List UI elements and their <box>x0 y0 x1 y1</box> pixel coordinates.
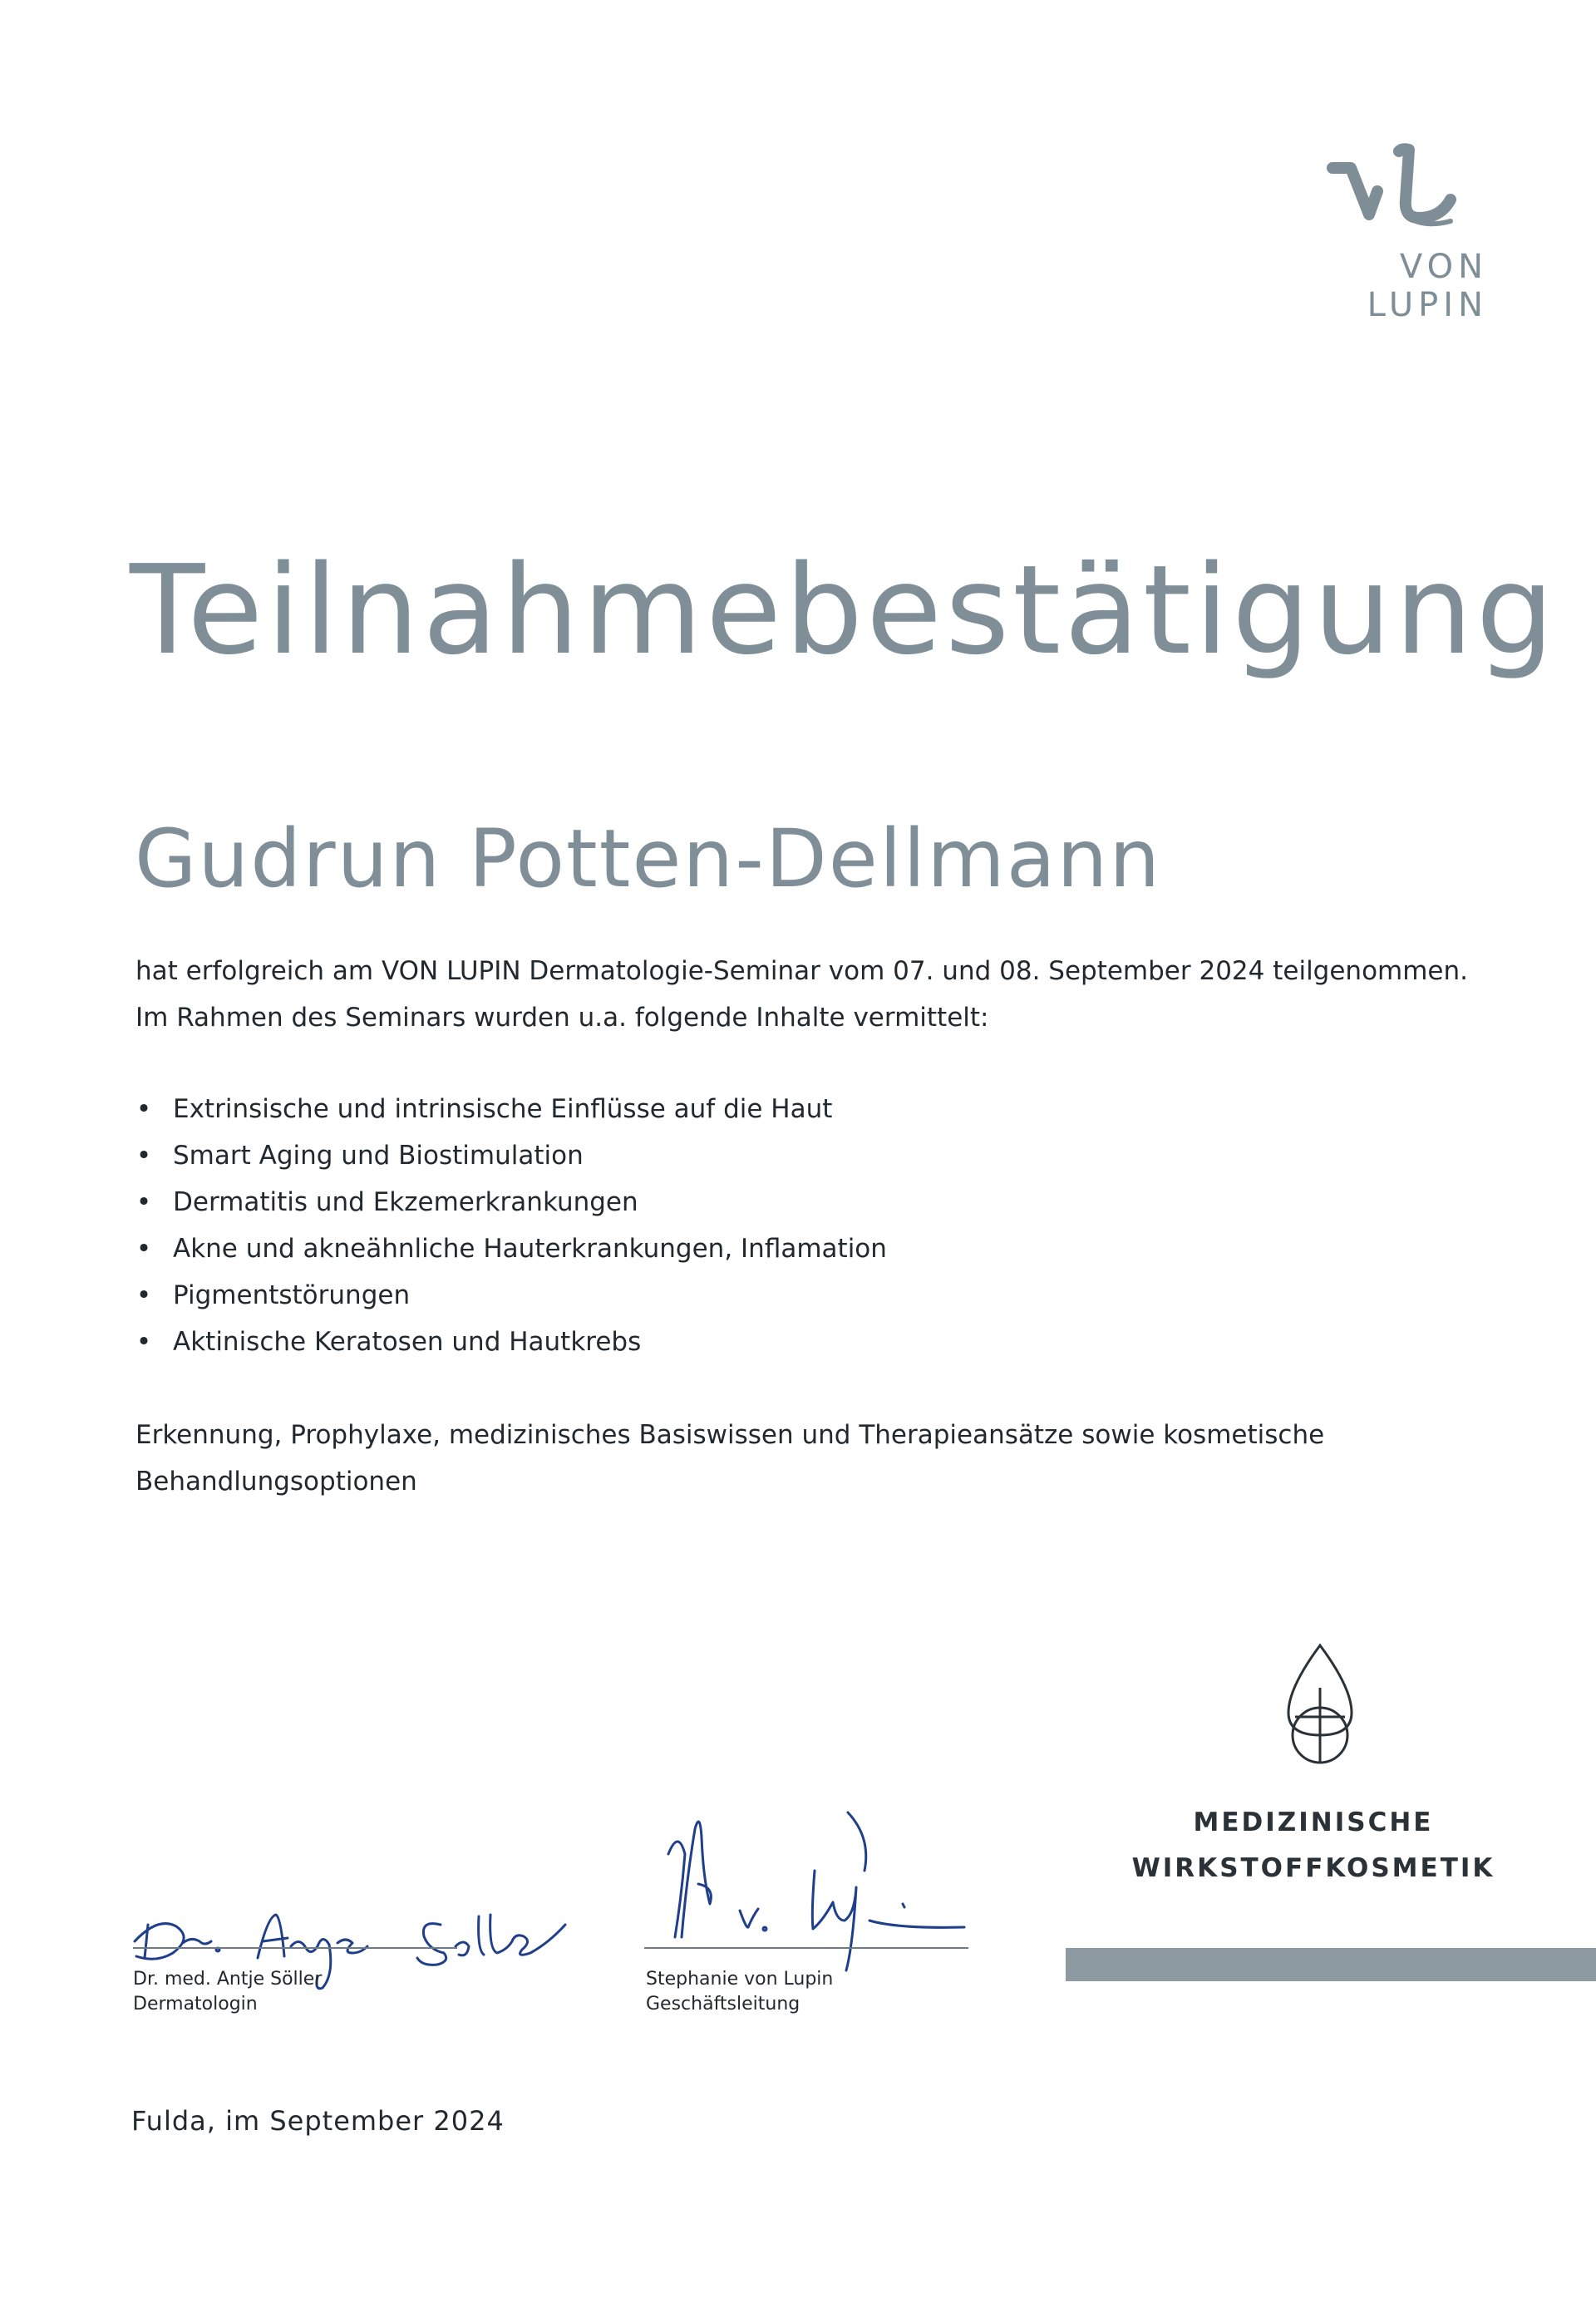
signatory-1 <box>133 1967 322 2017</box>
list-item <box>135 1319 887 1365</box>
handwritten-signature-icon <box>648 1804 998 1987</box>
list-item <box>135 1132 887 1179</box>
bullet-icon: • <box>135 1327 152 1357</box>
bullet-icon: • <box>135 1094 152 1124</box>
drop-emblem-icon <box>1280 1642 1360 1767</box>
topic-list <box>135 1086 887 1365</box>
intro-line-2: Im Rahmen des Seminars wurden u.a. folgende Inhalte vermittelt: <box>135 1003 989 1033</box>
document-title: Teilnahmebestätigung <box>130 539 1558 682</box>
bullet-icon: • <box>135 1234 152 1264</box>
summary-text: Erkennung, Prophylaxe, medizinisches Basiswissen und Therapieansätze sowie kosmetische Behandlungsoptionen <box>135 1420 1325 1497</box>
emblem-line-2: WIRKSTOFFKOSMETIK <box>1131 1853 1495 1883</box>
topic-label: Aktinische Keratosen und Hautkrebs <box>173 1327 642 1357</box>
topic-label: Akne und akneähnliche Hauterkrankungen, Inflamation <box>173 1234 887 1264</box>
topic-label: Extrinsische und intrinsische Einflüsse auf die Haut <box>173 1094 833 1124</box>
signatory-name: Dr. med. Antje Söller <box>133 1969 323 1990</box>
brand-name: VON LUPIN <box>1367 248 1488 324</box>
signatory-role: Dermatologin <box>133 1994 258 2014</box>
signature-von-lupin <box>648 1804 998 1987</box>
list-item <box>135 1179 887 1225</box>
signatory-name: Stephanie von Lupin <box>646 1969 834 1990</box>
topic-label: Smart Aging und Biostimulation <box>173 1141 584 1171</box>
signature-line <box>644 1947 968 1949</box>
bullet-icon: • <box>135 1280 152 1310</box>
signature-line <box>133 1947 457 1949</box>
emblem-caption <box>1122 1800 1505 1891</box>
emblem-line-1: MEDIZINISCHE <box>1193 1807 1434 1837</box>
von-lupin-monogram-icon <box>1326 141 1459 233</box>
list-item <box>135 1272 887 1319</box>
topic-label: Dermatitis und Ekzemerkrankungen <box>173 1187 638 1217</box>
signatory-2 <box>646 1967 833 2017</box>
brand-logo <box>1264 141 1488 324</box>
place-date: Fulda, im September 2024 <box>131 2105 505 2137</box>
intro-line-1: hat erfolgreich am VON LUPIN Dermatologie-Seminar vom 07. und 08. September 2024 teilgenommen. <box>135 956 1469 986</box>
bullet-icon: • <box>135 1187 152 1217</box>
decorative-bar <box>1066 1948 1596 1981</box>
list-item <box>135 1225 887 1272</box>
topic-label: Pigmentstörungen <box>173 1280 411 1310</box>
recipient-name: Gudrun Potten-Dellmann <box>135 812 1162 905</box>
signatory-role: Geschäftsleitung <box>646 1994 800 2014</box>
bullet-icon: • <box>135 1141 152 1171</box>
list-item <box>135 1086 887 1132</box>
